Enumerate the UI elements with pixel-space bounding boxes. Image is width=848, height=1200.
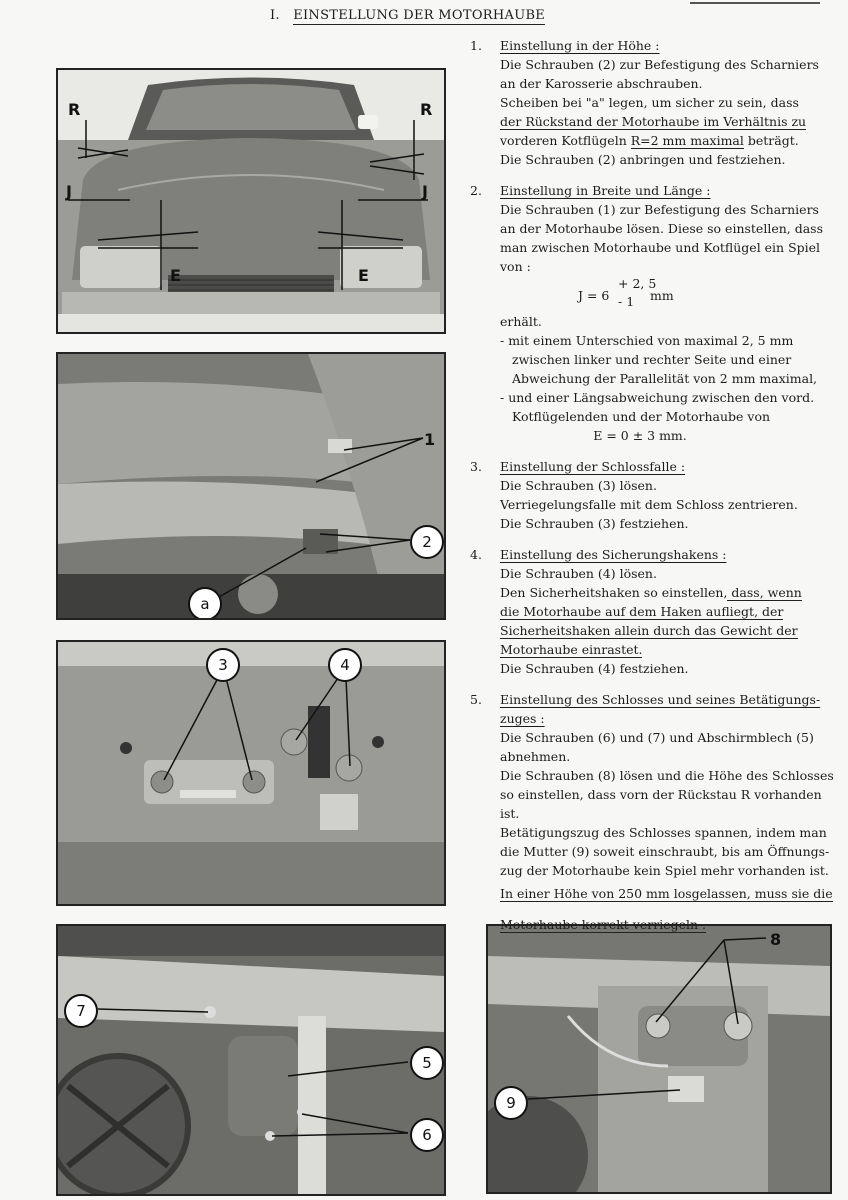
callout-6: 6 [410,1118,444,1152]
figure-lock-latch [56,640,446,906]
e-formula: E = 0 ± 3 mm. [593,428,687,443]
section-4-line: Sicherheitshaken allein durch das Gewicht der [500,623,798,638]
section-4-heading: Einstellung des Sicherungshakens : [500,547,727,562]
section-1-r-value: R=2 mm maximal [630,133,744,148]
section-5 [470,690,840,934]
section-2-number: 2. [470,183,482,198]
section-4-line: die Motorhaube auf dem Haken aufliegt, der [500,604,784,619]
section-4-line: dass, wenn [727,585,802,600]
section-2-bullet: - und einer Längsabweichung zwischen den vord. Kotflügelenden und der Motorhaube von [500,390,815,424]
section-1 [470,36,840,169]
section-5-line: die Mutter (9) soweit einschraubt, bis am Öffnungs- [500,844,830,859]
section-5-number: 5. [470,692,482,707]
page-title [270,8,545,23]
figure-hinge [56,352,446,620]
title-text: EINSTELLUNG DER MOTORHAUBE [293,8,546,23]
section-2-line: von : [500,259,531,274]
section-3-line: Die Schrauben (3) festziehen. [500,516,689,531]
j-formula-unit: mm [650,288,674,303]
section-2-line: an der Motorhaube lösen. Diese so einstellen, dass [500,221,824,236]
hinge-illustration [58,354,444,618]
j-formula [578,274,840,310]
figure-car-front [56,68,446,334]
callout-5: 5 [410,1046,444,1080]
car-front-illustration [58,70,444,332]
section-4 [470,545,840,678]
callout-2: 2 [410,525,444,559]
callout-9: 9 [494,1086,528,1120]
section-3-heading: Einstellung der Schlossfalle : [500,459,686,474]
figure-lock-mechanism [486,924,832,1194]
section-3-line: Verriegelungsfalle mit dem Schloss zentrieren. [500,497,798,512]
section-1-line: Die Schrauben (2) anbringen und festziehen. [500,152,786,167]
section-1-line: beträgt. [743,133,799,148]
section-5-line: Die Schrauben (8) lösen und die Höhe des Schlosses [500,768,834,783]
section-5-line: abnehmen. [500,749,571,764]
callout-7: 7 [64,994,98,1028]
section-5-line: ist. [500,806,520,821]
section-2-line: erhält. [500,314,542,329]
section-3-line: Die Schrauben (3) lösen. [500,478,657,493]
j-formula-lower: - 1 [618,294,635,309]
section-1-line: an der Karosserie abschrauben. [500,76,703,91]
section-2-line: man zwischen Motorhaube und Kotflügel ein Spiel [500,240,821,255]
section-5-line: In einer Höhe von 250 mm losgelassen, muss sie die [500,886,833,901]
section-2-bullet: - mit einem Unterschied von maximal 2, 5 mm zwischen linker und rechter Seite und einer Abweichung der Parallelität von 2 mm maximal, [500,333,818,386]
section-5-line: so einstellen, dass vorn der Rückstau R vorhanden [500,787,822,802]
label-r-left: R [68,100,81,119]
section-4-line: Die Schrauben (4) lösen. [500,566,657,581]
section-5-line: Motorhaube korrekt verriegeln . [500,917,706,932]
section-1-heading: Einstellung in der Höhe : [500,38,660,53]
figure-shield-plate [56,924,446,1196]
label-e-left: E [170,266,181,285]
section-1-line: Die Schrauben (2) zur Befestigung des Scharniers [500,57,819,72]
section-4-line: Motorhaube einrastet. [500,642,643,657]
title-prefix: I. [270,8,280,23]
section-1-number: 1. [470,38,482,53]
section-4-line: Den Sicherheitshaken so einstellen, [500,585,728,600]
section-1-line: vorderen Kotflügeln [500,133,631,148]
instructions-column [470,36,840,946]
section-4-number: 4. [470,547,482,562]
callout-3: 3 [206,648,240,682]
label-r-right: R [420,100,433,119]
section-2-line: Die Schrauben (1) zur Befestigung des Scharniers [500,202,819,217]
j-formula-base: J = 6 [578,288,610,303]
j-formula-upper: + 2, 5 [618,276,657,291]
section-3-number: 3. [470,459,482,474]
section-4-line: Die Schrauben (4) festziehen. [500,661,689,676]
lock-latch-illustration [58,642,444,904]
section-2-heading: Einstellung in Breite und Länge : [500,183,711,198]
shield-plate-illustration [58,926,444,1194]
section-5-line: zug der Motorhaube kein Spiel mehr vorhanden ist. [500,863,829,878]
callout-4: 4 [328,648,362,682]
section-5-heading: Einstellung des Schlosses und seines Betätigungs- [500,692,821,707]
label-8: 8 [770,930,782,949]
callout-a: a [188,587,222,620]
section-2 [470,181,840,445]
section-1-line: der Rückstand der Motorhaube im Verhältnis zu [500,114,807,129]
lock-mechanism-illustration [488,926,830,1192]
label-e-right: E [358,266,369,285]
section-5-line: Die Schrauben (6) und (7) und Abschirmblech (5) [500,730,814,745]
section-5-line: Betätigungszug des Schlosses spannen, indem man [500,825,827,840]
section-5-heading-cont: zuges : [500,711,545,726]
label-j-left: J [66,182,72,201]
top-rule [690,2,820,4]
label-1: 1 [424,430,436,449]
section-3 [470,457,840,533]
label-j-right: J [422,182,428,201]
section-1-line: Scheiben bei "a" legen, um sicher zu sein, dass [500,95,799,110]
